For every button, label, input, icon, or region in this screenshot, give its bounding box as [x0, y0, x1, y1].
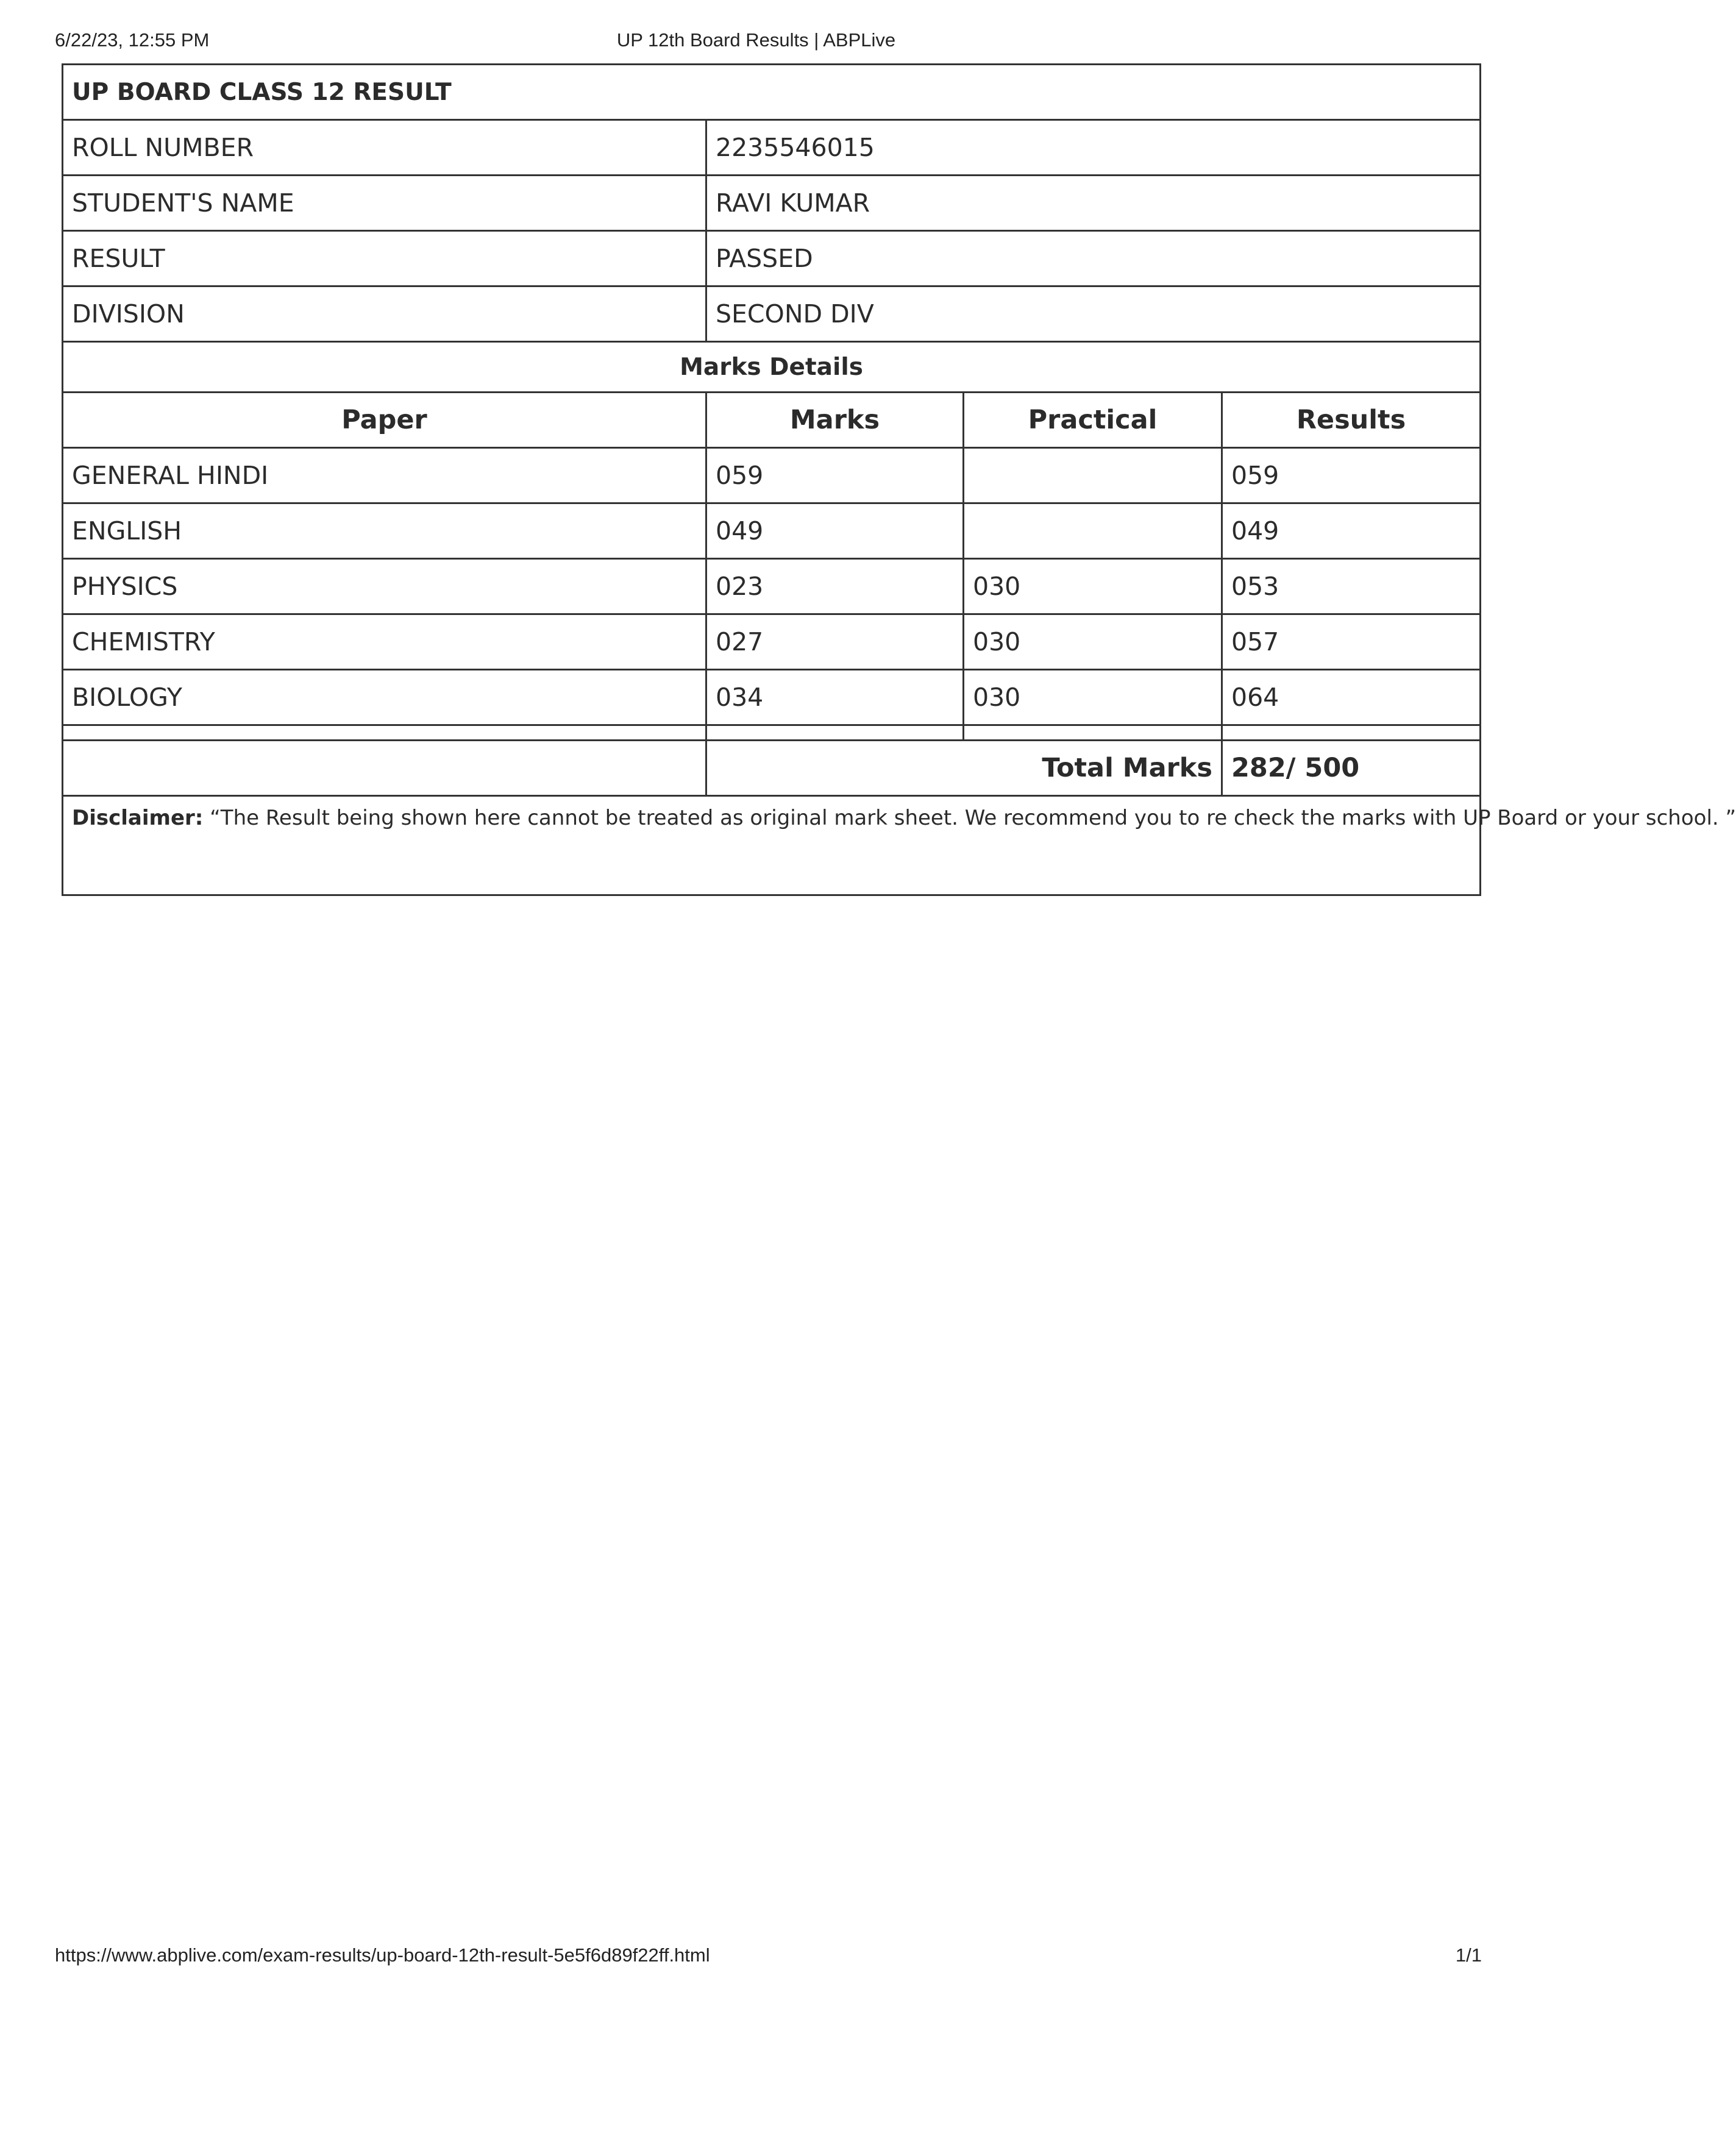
marks-row — [63, 448, 1481, 503]
spacer-cell — [964, 725, 1222, 741]
subject-result: 057 — [1222, 614, 1481, 670]
result-title: UP BOARD CLASS 12 RESULT — [63, 65, 1481, 120]
marks-section-title: Marks Details — [63, 342, 1481, 393]
result-title-row — [63, 65, 1481, 120]
theory-marks: 034 — [706, 670, 964, 725]
spacer-cell — [706, 725, 964, 741]
marks-header-row — [63, 393, 1481, 448]
column-header-paper: Paper — [63, 393, 706, 448]
info-row — [63, 286, 1481, 342]
theory-marks: 023 — [706, 559, 964, 614]
print-datetime: 6/22/23, 12:55 PM — [55, 29, 210, 51]
practical-marks — [964, 448, 1222, 503]
print-url: https://www.abplive.com/exam-results/up-board-12th-result-5e5f6d89f22ff.html — [55, 1944, 710, 1966]
info-row — [63, 120, 1481, 176]
roll-number-value: 2235546015 — [706, 120, 1481, 176]
result-table — [62, 63, 1736, 896]
practical-marks: 030 — [964, 670, 1222, 725]
subject-result: 049 — [1222, 503, 1481, 559]
column-header-practical: Practical — [964, 393, 1222, 448]
theory-marks: 027 — [706, 614, 964, 670]
info-label: ROLL NUMBER — [63, 120, 706, 176]
subject-result: 064 — [1222, 670, 1481, 725]
disclaimer-text: “The Result being shown here cannot be treated as original mark sheet. We recommend you to re check the marks with UP Board or your school. ” — [203, 806, 1736, 830]
marks-section-row — [63, 342, 1481, 393]
student-name-value: RAVI KUMAR — [706, 176, 1481, 231]
marks-row — [63, 614, 1481, 670]
marks-row — [63, 670, 1481, 725]
spacer-cell — [63, 725, 706, 741]
info-label: RESULT — [63, 231, 706, 286]
paper-name: ENGLISH — [63, 503, 706, 559]
practical-marks: 030 — [964, 559, 1222, 614]
result-status-value: PASSED — [706, 231, 1481, 286]
disclaimer-label: Disclaimer: — [72, 806, 204, 830]
practical-marks — [964, 503, 1222, 559]
print-page-number: 1/1 — [1455, 1944, 1482, 1966]
theory-marks: 059 — [706, 448, 964, 503]
subject-result: 059 — [1222, 448, 1481, 503]
info-label: STUDENT'S NAME — [63, 176, 706, 231]
disclaimer-row — [63, 796, 1481, 895]
total-marks-value: 282/ 500 — [1222, 741, 1481, 796]
practical-marks: 030 — [964, 614, 1222, 670]
total-marks-label: Total Marks — [706, 741, 1222, 796]
info-label: DIVISION — [63, 286, 706, 342]
subject-result: 053 — [1222, 559, 1481, 614]
marks-row — [63, 559, 1481, 614]
theory-marks: 049 — [706, 503, 964, 559]
info-row — [63, 231, 1481, 286]
disclaimer — [63, 796, 1736, 895]
paper-name: GENERAL HINDI — [63, 448, 706, 503]
print-page-title: UP 12th Board Results | ABPLive — [616, 29, 896, 51]
spacer-row — [63, 725, 1481, 741]
total-row — [63, 741, 1481, 796]
column-header-results: Results — [1222, 393, 1481, 448]
spacer-cell — [1222, 725, 1481, 741]
marks-row — [63, 503, 1481, 559]
paper-name: CHEMISTRY — [63, 614, 706, 670]
column-header-marks: Marks — [706, 393, 964, 448]
paper-name: PHYSICS — [63, 559, 706, 614]
info-row — [63, 176, 1481, 231]
division-value: SECOND DIV — [706, 286, 1481, 342]
total-blank-cell — [63, 741, 706, 796]
paper-name: BIOLOGY — [63, 670, 706, 725]
